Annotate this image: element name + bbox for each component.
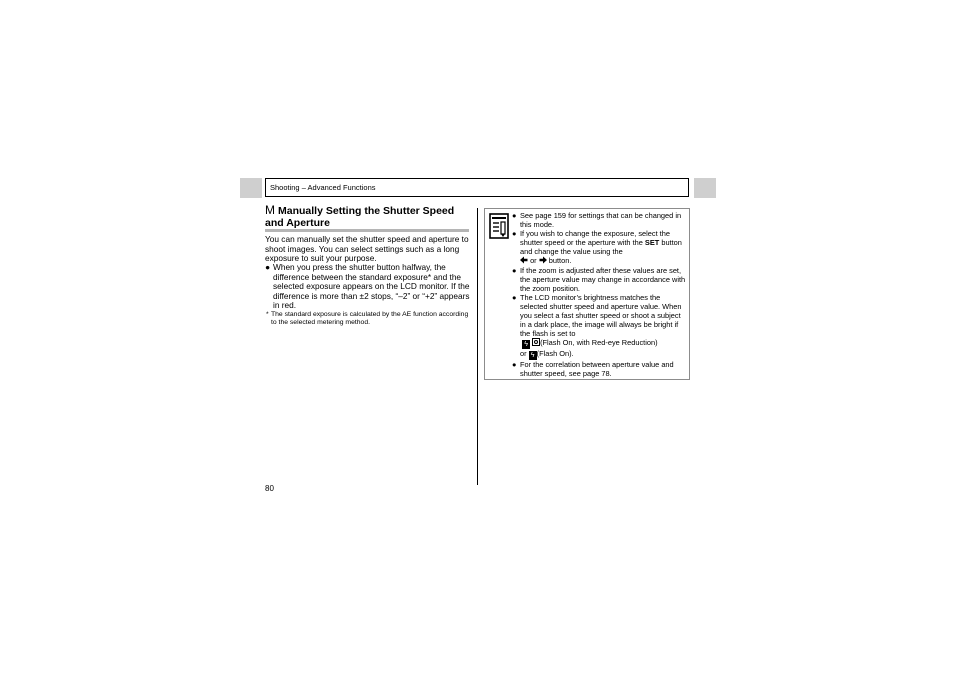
bullet-item	[265, 263, 470, 311]
note-text: or	[530, 256, 537, 266]
note-item	[512, 293, 687, 360]
header-section: Shooting – Advanced Functions	[270, 183, 376, 192]
note-item	[512, 266, 687, 293]
note-text: (Flash On, with Red-eye Reduction)	[540, 338, 658, 348]
column-divider	[477, 208, 478, 485]
left-arrow-icon	[520, 256, 528, 264]
note-bullet: ●	[512, 265, 517, 275]
page-tab-left	[240, 178, 262, 198]
note-text: See page 159 for settings that can be changed in this mode.	[520, 211, 682, 230]
note-text: If you wish to change the exposure, select the shutter speed or the aperture with the	[520, 229, 670, 248]
page-tab-right	[694, 178, 716, 198]
note-item	[512, 211, 687, 229]
note-bullet: ●	[512, 229, 517, 239]
section-title	[265, 204, 470, 229]
note-bullet: ●	[512, 211, 517, 220]
note-text: The LCD monitor’s brightness matches the selected shutter speed and aperture value. When you select a fast shutter speed or shoot a subject in a dark place, the image will always be bright if the flash is set to	[520, 292, 682, 339]
bullet-text: When you press the shutter button halfway, the difference between the standard exposure* and the selected exposure appears on the LCD monitor. If the difference is more than ±2 stops, “–2” or “+2” appears in red.	[273, 262, 470, 311]
note-text: If the zoom is adjusted after these values are set, the aperture value may change in accordance with the zoom position.	[520, 265, 686, 293]
page-number: 80	[265, 484, 274, 493]
footnote-text: The standard exposure is calculated by the AE function according to the selected metering method.	[271, 311, 469, 326]
flash-icon: ϟ	[529, 351, 537, 360]
footnote-star: *	[266, 311, 269, 318]
note-text: or	[520, 349, 527, 359]
flash-icon: ϟ	[522, 340, 530, 349]
note-item	[512, 360, 687, 378]
intro-paragraph: You can manually set the shutter speed and aperture to shoot images. You can select settings such as a long exposure to suit your purpose.	[265, 234, 469, 264]
title-underline	[265, 229, 469, 232]
mode-m-icon: M	[265, 203, 275, 217]
footnote	[265, 311, 470, 327]
note-bullet: ●	[512, 360, 517, 370]
section-title-text: Manually Setting the Shutter Speed and Aperture	[265, 205, 455, 229]
note-bullet: ●	[512, 292, 517, 302]
note-text: button and change the value using the	[520, 238, 682, 257]
red-eye-icon	[532, 338, 540, 346]
note-text: button.	[548, 256, 572, 266]
running-header	[265, 178, 689, 197]
note-text: For the correlation between aperture value and shutter speed, see page 78.	[520, 360, 674, 379]
note-text: (Flash On).	[536, 349, 574, 359]
notes-list	[512, 211, 687, 379]
right-arrow-icon	[539, 256, 547, 264]
set-button-label: SET	[644, 238, 660, 248]
memo-icon	[489, 213, 509, 239]
bullet-dot: ●	[265, 262, 271, 272]
note-item	[512, 229, 687, 265]
